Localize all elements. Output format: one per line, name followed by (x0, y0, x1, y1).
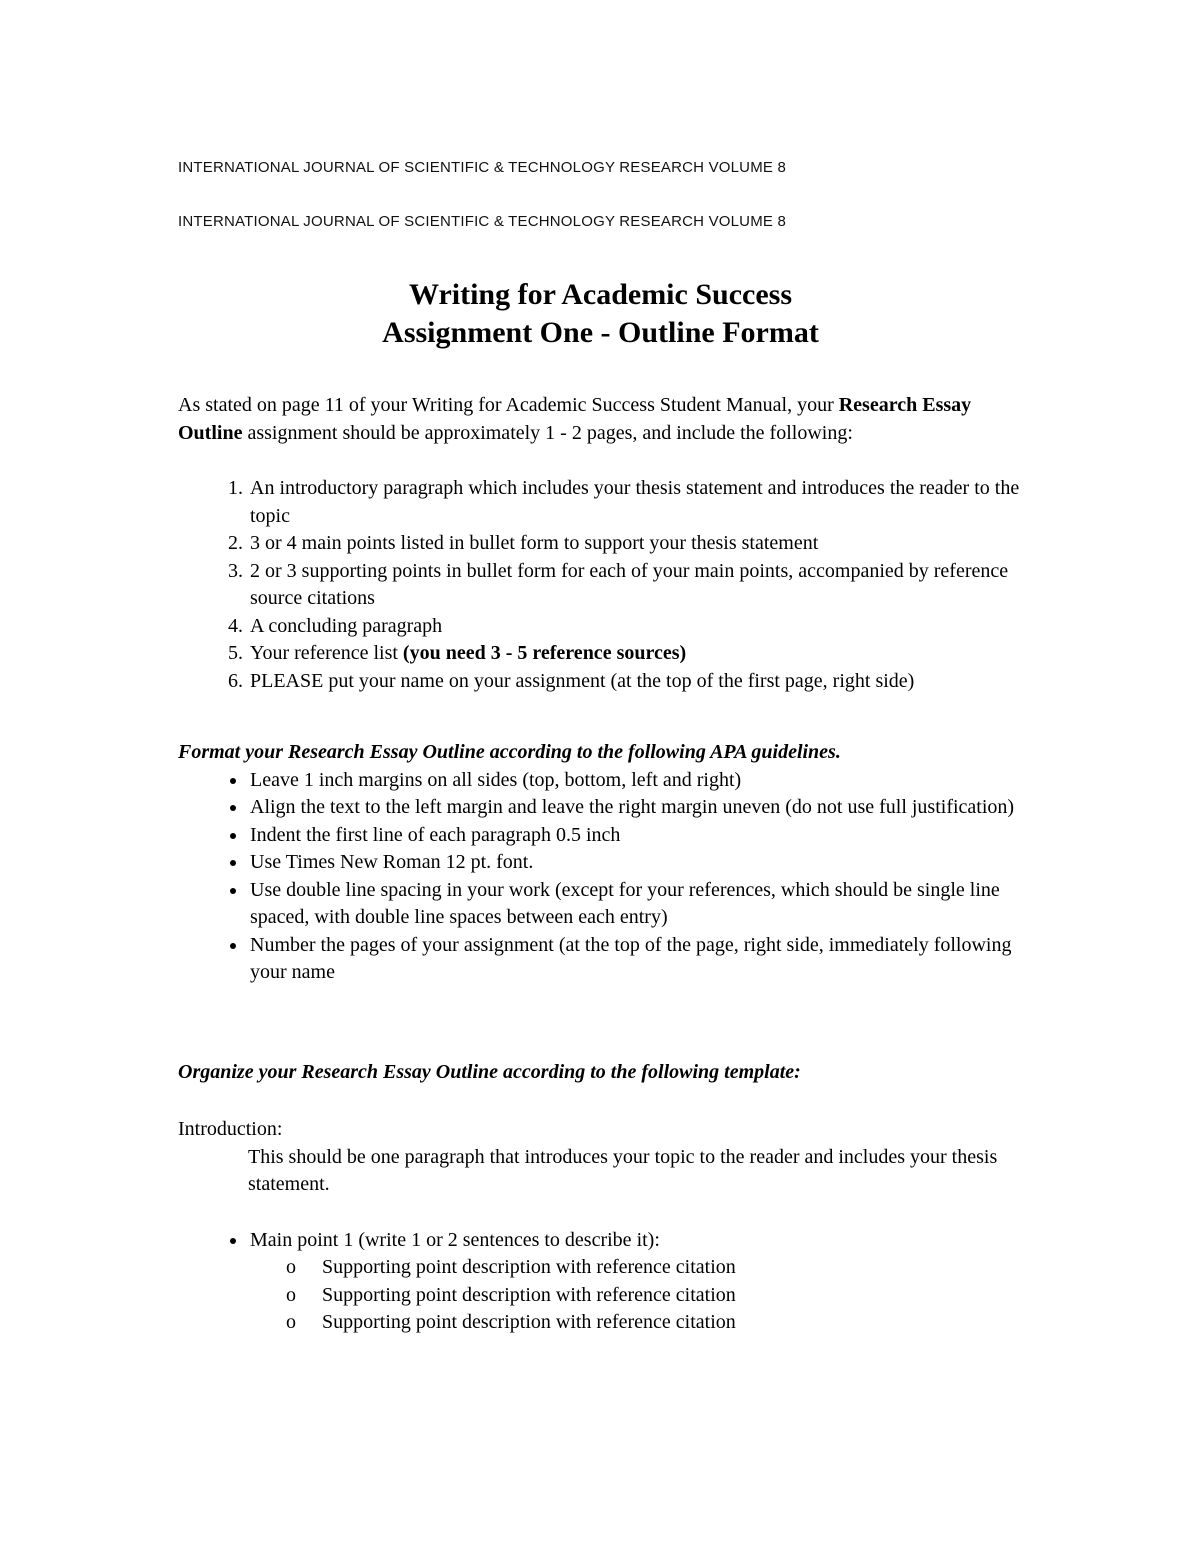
main-point-text: Main point 1 (write 1 or 2 sentences to describe it): (250, 1228, 660, 1251)
requirement-item-2 (248, 530, 1023, 558)
introduction-label: Introduction: (178, 1118, 283, 1141)
requirement-text: 2 or 3 supporting points in bullet form for each of your main points, accompanied by reference source citations (250, 559, 1009, 610)
requirement-text: An introductory paragraph which includes your thesis statement and introduces the reader to the topic (250, 477, 1020, 527)
apa-bullet-5: • Use double line spacing in your work (except for your references, which should be single line spaced, with double line spaces between each entry) (248, 877, 1023, 932)
requirement-item-1 (248, 475, 1023, 530)
journal-header-line-1: INTERNATIONAL JOURNAL OF SCIENTIFIC & TECHNOLOGY RESEARCH VOLUME 8 (178, 159, 787, 176)
supporting-point-2: o Supporting point description with reference citation (320, 1282, 1023, 1310)
supporting-point-1: o Supporting point description with reference citation (320, 1254, 1023, 1282)
requirement-text: 3 or 4 main points listed in bullet form to support your thesis statement (250, 532, 819, 555)
document-title (178, 276, 1023, 352)
title-line-1: Writing for Academic Success (408, 278, 792, 312)
requirement-item-3 (248, 558, 1023, 613)
apa-bullet-1: • Leave 1 inch margins on all sides (top, bottom, left and right) (248, 767, 1023, 795)
title-line-2: Assignment One - Outline Format (382, 316, 819, 350)
requirement-text: Your reference list (250, 642, 403, 665)
main-point-item (248, 1227, 1023, 1337)
main-point-list (178, 1227, 1023, 1337)
intro-text-bold: Research Essay Outline (178, 394, 972, 444)
intro-text-before: As stated on page 11 of your Writing for Academic Success Student Manual, your (178, 394, 839, 417)
requirement-text: A concluding paragraph (250, 614, 443, 637)
requirement-item-4 (248, 613, 1023, 641)
apa-guidelines-heading: Format your Research Essay Outline according to the following APA guidelines. (178, 741, 841, 764)
journal-header-line-2: INTERNATIONAL JOURNAL OF SCIENTIFIC & TECHNOLOGY RESEARCH VOLUME 8 (178, 212, 787, 230)
apa-bullet-2: • Align the text to the left margin and leave the right margin uneven (do not use full justification) (248, 794, 1023, 822)
supporting-points-list (250, 1254, 1023, 1337)
requirement-text: PLEASE put your name on your assignment (at the top of the first page, right side) (250, 669, 915, 692)
intro-paragraph (178, 392, 1023, 447)
requirements-list (178, 475, 1023, 695)
apa-bullet-4: • Use Times New Roman 12 pt. font. (248, 849, 1023, 877)
requirement-item-5 (248, 640, 1023, 668)
intro-text-after: assignment should be approximately 1 - 2 pages, and include the following: (242, 421, 853, 444)
apa-bullet-3: • Indent the first line of each paragraph 0.5 inch (248, 822, 1023, 850)
apa-bullet-6: • Number the pages of your assignment (at the top of the page, right side, immediately following your name (248, 932, 1023, 987)
requirement-item-6 (248, 668, 1023, 696)
apa-guidelines-list (178, 767, 1023, 987)
template-heading: Organize your Research Essay Outline according to the following template: (178, 1060, 801, 1083)
introduction-description: This should be one paragraph that introduces your topic to the reader and includes your thesis statement. (248, 1145, 998, 1196)
supporting-point-3: o Supporting point description with reference citation (320, 1309, 1023, 1337)
requirement-text-bold: (you need 3 - 5 reference sources) (402, 642, 687, 665)
